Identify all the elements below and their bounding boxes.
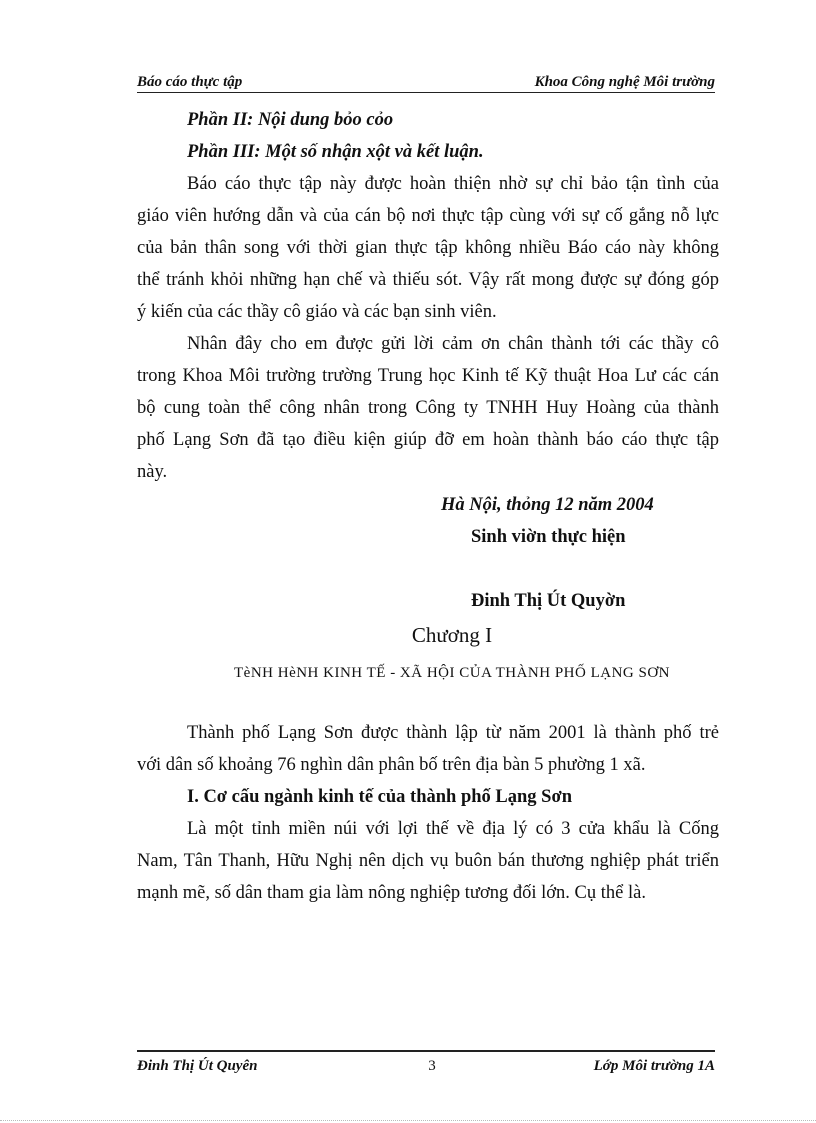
signature-name: Đinh Thị Út Quyờn [471,591,626,611]
paragraph-line: Là một tỉnh miền núi với lợi thế về địa lý có 3 cửa khẩu là Cống [187,819,719,839]
page-number: 3 [428,1058,436,1074]
section-heading: I. Cơ cấu ngành kinh tế của thành phố Lạng Sơn [187,787,572,807]
page-header [137,74,715,92]
paragraph-line: giáo viên hướng dẫn và của cán bộ nơi thực tập cùng với sự cố gắng nỗ lực [137,206,719,226]
footer-right: Lớp Môi trường 1A [593,1058,715,1074]
paragraph-line: mạnh mẽ, số dân tham gia làm nông nghiệp tương đối lớn. Cụ thể là. [137,883,646,903]
paragraph-line: của bản thân song với thời gian thực tập không nhiều Báo cáo này không [137,238,719,258]
chapter-subtitle: TèNH HèNH KINH TẾ - XÃ HỘI CỦA THÀNH PHỐ LẠNG SƠN [234,665,670,681]
signature-role: Sinh viờn thực hiện [471,527,626,547]
footer-rule [137,1050,715,1052]
paragraph-line: này. [137,462,168,482]
paragraph-line: Báo cáo thực tập này được hoàn thiện nhờ sự chỉ bảo tận tình của [187,174,719,194]
signature-place-date: Hà Nội, thỏng 12 năm 2004 [441,495,654,515]
paragraph-line: trong Khoa Môi trường trường Trung học Kinh tế Kỹ thuật Hoa Lư các cán [137,366,719,386]
header-left: Báo cáo thực tập [137,74,243,90]
paragraph-line: Nam, Tân Thanh, Hữu Nghị nên dịch vụ buôn bán thương nghiệp phát triển [137,851,719,871]
paragraph-line: ý kiến của các thầy cô giáo và các bạn sinh viên. [137,302,497,322]
part3-heading: Phần III: Một số nhận xột và kết luận. [187,142,484,162]
paragraph-line: Nhân đây cho em được gửi lời cảm ơn chân thành tới các thầy cô [187,334,719,354]
paragraph-line: phố Lạng Sơn đã tạo điều kiện giúp đỡ em hoàn thành báo cáo thực tập [137,430,719,450]
paragraph-line: bộ cung toàn thể công nhân trong Công ty TNHH Huy Hoàng của thành [137,398,719,418]
chapter-title: Chương I [411,623,493,647]
page-bottom-dotted-border [0,1120,816,1121]
paragraph-line: với dân số khoảng 76 nghìn dân phân bố trên địa bàn 5 phường 1 xã. [137,755,646,775]
paragraph-line: Thành phố Lạng Sơn được thành lập từ năm 2001 là thành phố trẻ [187,723,719,743]
header-rule [137,92,715,93]
part2-heading: Phần II: Nội dung bỏo cỏo [187,110,394,130]
header-right: Khoa Công nghệ Môi trường [534,74,715,90]
paragraph-line: thể tránh khỏi những hạn chế và thiếu sót. Vậy rất mong được sự đóng góp [137,270,719,290]
footer-left: Đinh Thị Út Quyên [137,1058,258,1074]
